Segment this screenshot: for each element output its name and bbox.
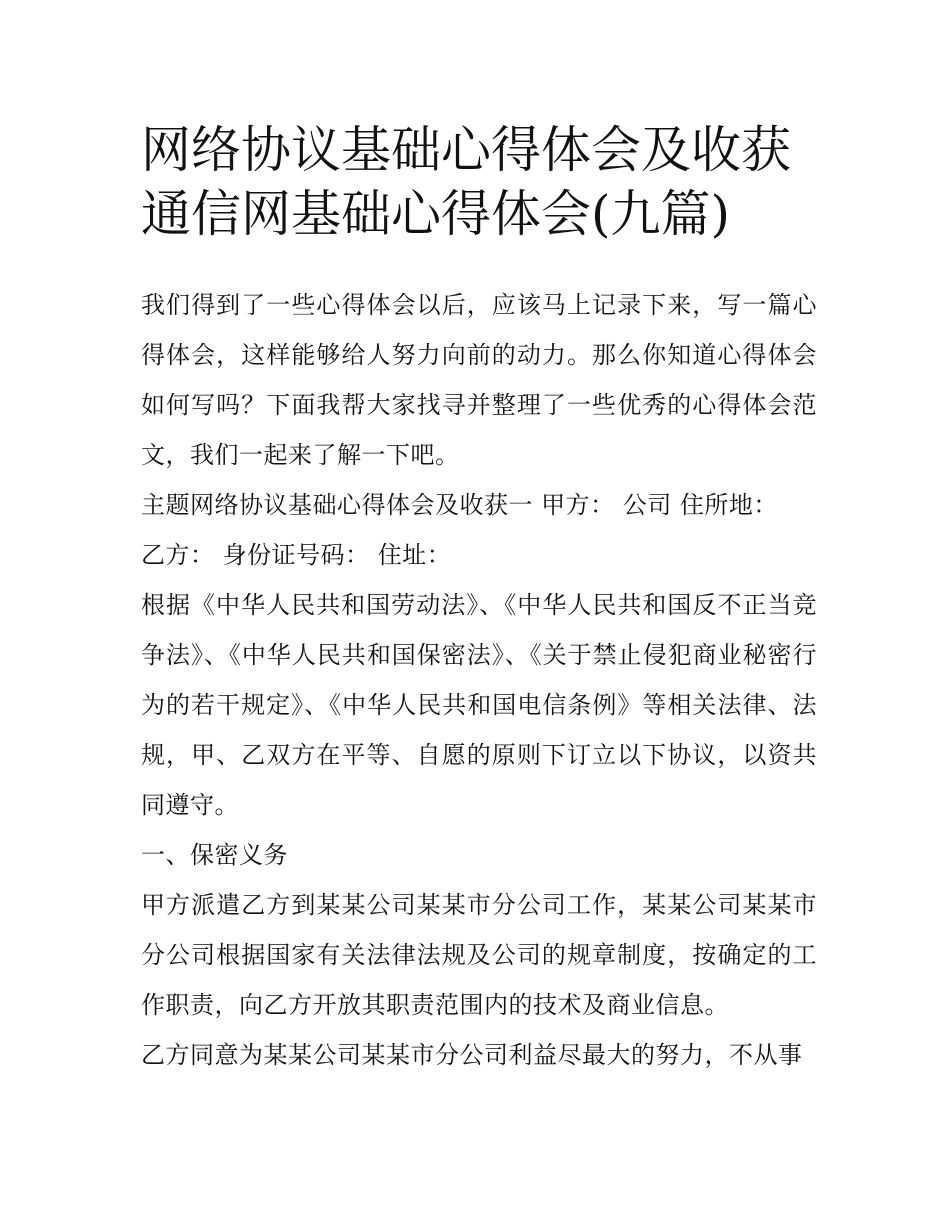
agreement-paragraph: 乙方同意为某某公司某某市分公司利益尽最大的努力，不从事 [141, 1041, 803, 1069]
party-b-line: 乙方： 身份证号码： 住址： [141, 541, 452, 569]
legal-basis-paragraph: 根据《中华人民共和国劳动法》、《中华人民共和国反不正当竞争法》、《中华人民共和国保密法》、《关于禁止侵犯商业秘密行为的若干规定》、《中华人民共和国电信条例》等相关法律、法规，甲、乙双方在平等、自愿的原则下订立以下协议，以资共同遵守。 [141, 591, 817, 819]
party-a-line: 主题网络协议基础心得体会及收获一 甲方： 公司 住所地： [141, 491, 778, 519]
section-heading: 一、保密义务 [141, 841, 288, 869]
dispatch-paragraph: 甲方派遣乙方到某某公司某某市分公司工作，某某公司某某市分公司根据国家有关法律法规及公司的规章制度，按确定的工作职责，向乙方开放其职责范围内的技术及商业信息。 [141, 891, 817, 1019]
document-title: 网络协议基础心得体会及收获通信网基础心得体会(九篇) [141, 121, 791, 243]
intro-paragraph: 我们得到了一些心得体会以后，应该马上记录下来，写一篇心得体会，这样能够给人努力向前的动力。那么你知道心得体会如何写吗？下面我帮大家找寻并整理了一些优秀的心得体会范文，我们一起来了解一下吧。 [141, 291, 817, 469]
document-body [141, 280, 817, 1080]
